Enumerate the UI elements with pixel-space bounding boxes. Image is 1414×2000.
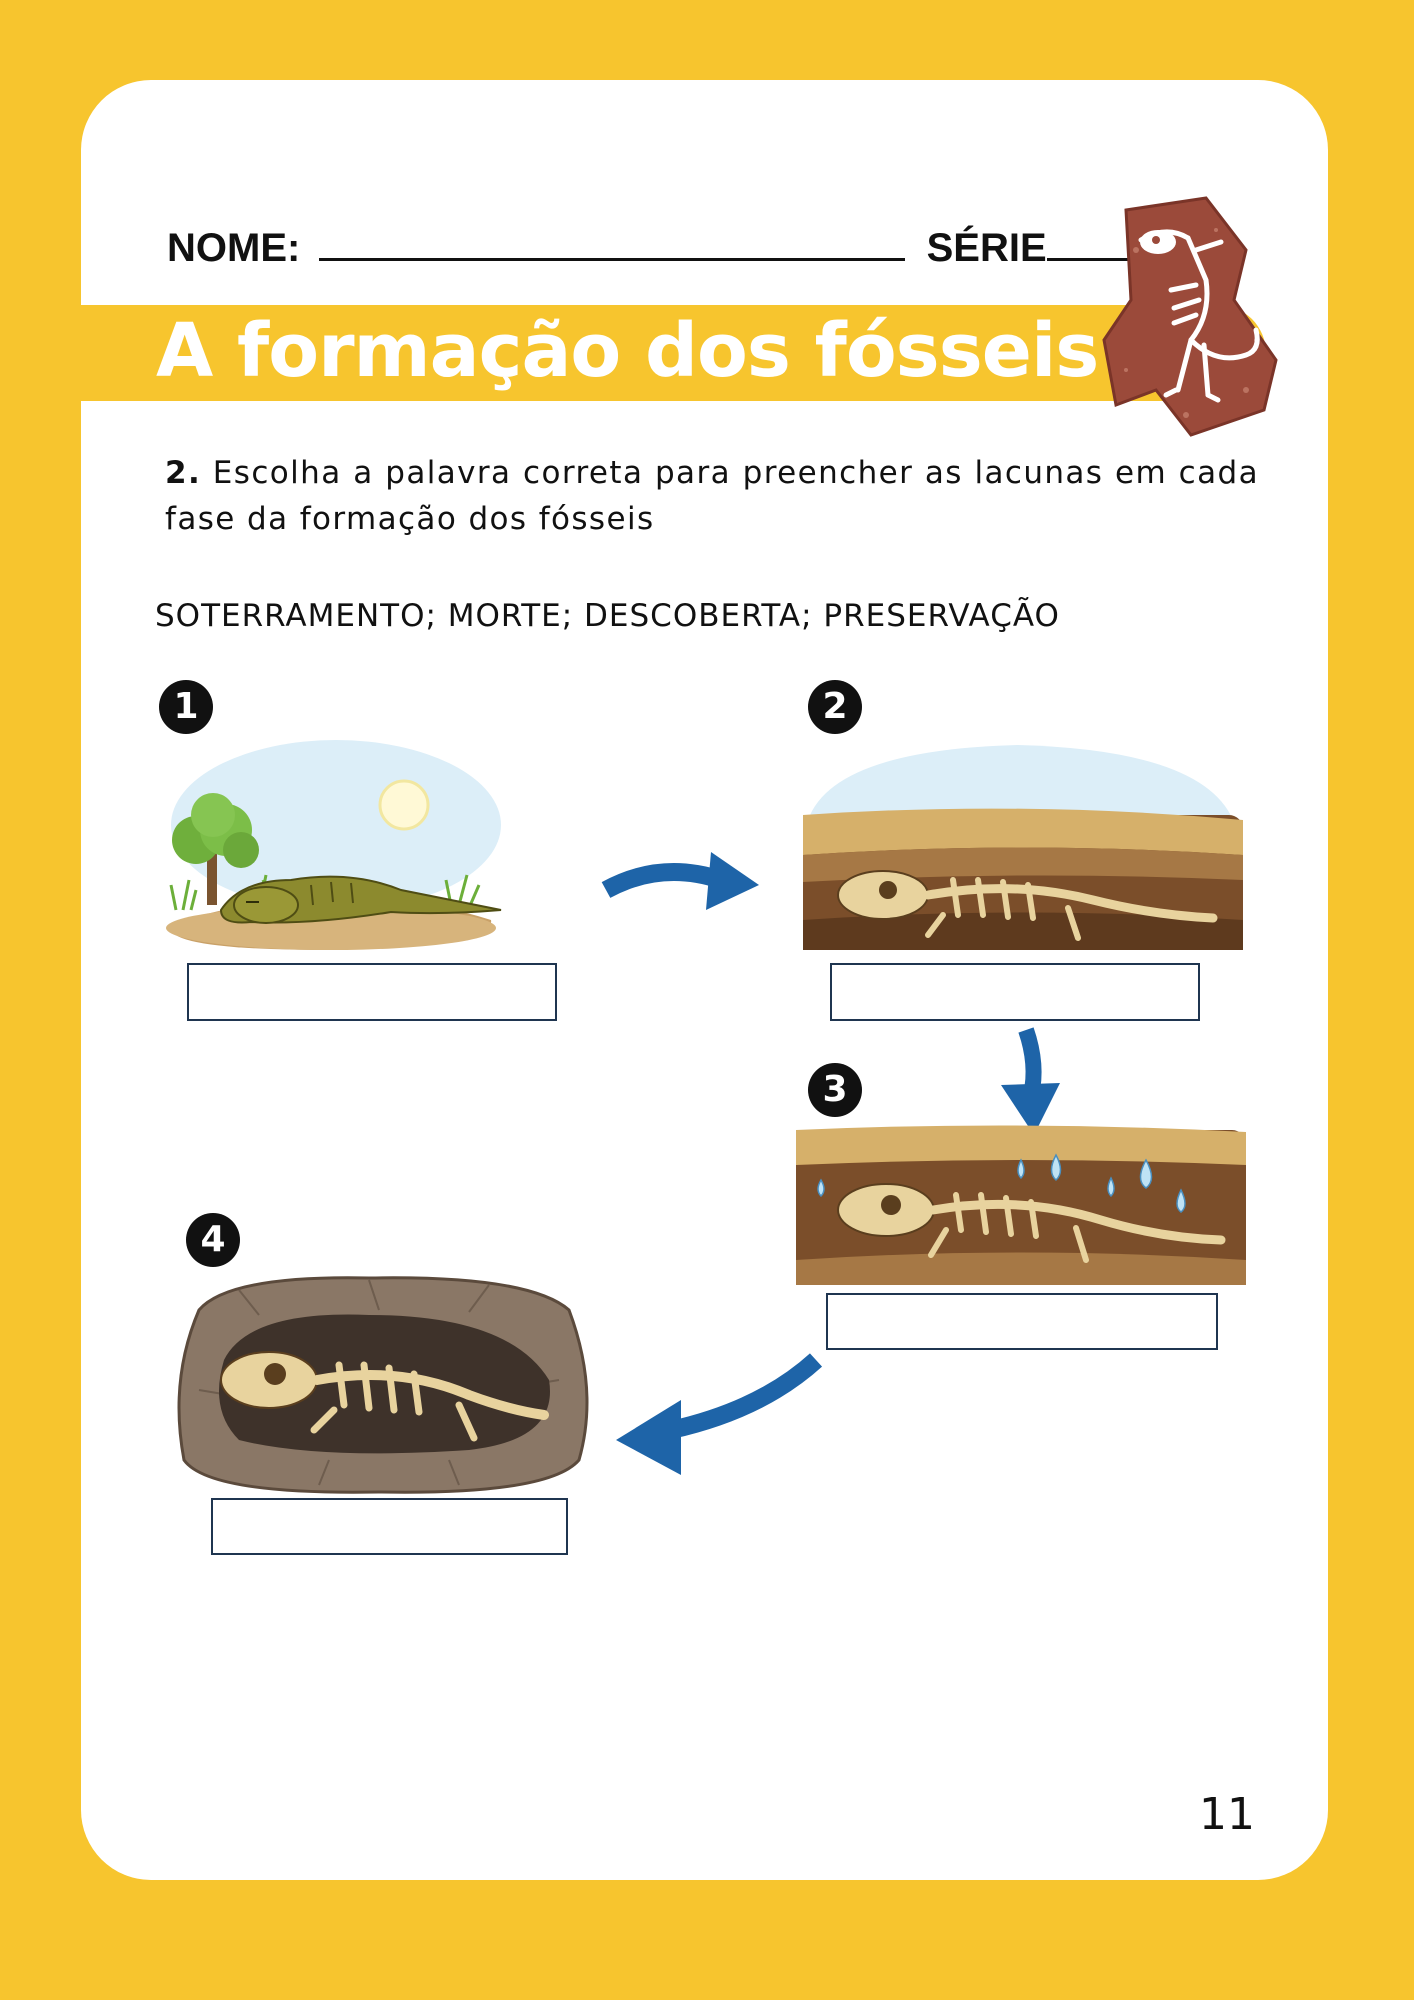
arrow-left-icon — [611, 1350, 826, 1520]
worksheet-card — [81, 80, 1328, 1880]
burial-stage-illustration — [793, 730, 1248, 955]
page-number: 11 — [1199, 1789, 1255, 1840]
preservation-stage-illustration — [791, 1120, 1251, 1290]
grade-label: SÉRIE — [926, 226, 1047, 270]
stage-number-4: 4 — [186, 1213, 240, 1267]
answer-box-stage-4[interactable] — [211, 1498, 568, 1555]
name-label: NOME: — [167, 226, 301, 270]
name-field[interactable] — [319, 255, 905, 261]
question-number: 2. — [165, 455, 202, 491]
death-stage-illustration — [151, 730, 511, 955]
answer-box-stage-3[interactable] — [826, 1293, 1218, 1350]
dinosaur-fossil-icon — [1096, 190, 1281, 445]
page-title: A formação dos fósseis — [156, 308, 1099, 394]
arrow-right-icon — [601, 840, 766, 920]
question-text: Escolha a palavra correta para preencher as lacunas em cada fase da formação dos fósseis — [165, 455, 1260, 537]
word-bank: SOTERRAMENTO; MORTE; DESCOBERTA; PRESERVAÇÃO — [155, 598, 1060, 634]
stage-number-1: 1 — [159, 680, 213, 734]
stage-number-2: 2 — [808, 680, 862, 734]
stage-number-3: 3 — [808, 1063, 862, 1117]
student-header — [167, 226, 1167, 271]
answer-box-stage-2[interactable] — [830, 963, 1200, 1021]
discovery-stage-illustration — [169, 1270, 599, 1495]
instruction-text — [165, 450, 1259, 542]
answer-box-stage-1[interactable] — [187, 963, 557, 1021]
